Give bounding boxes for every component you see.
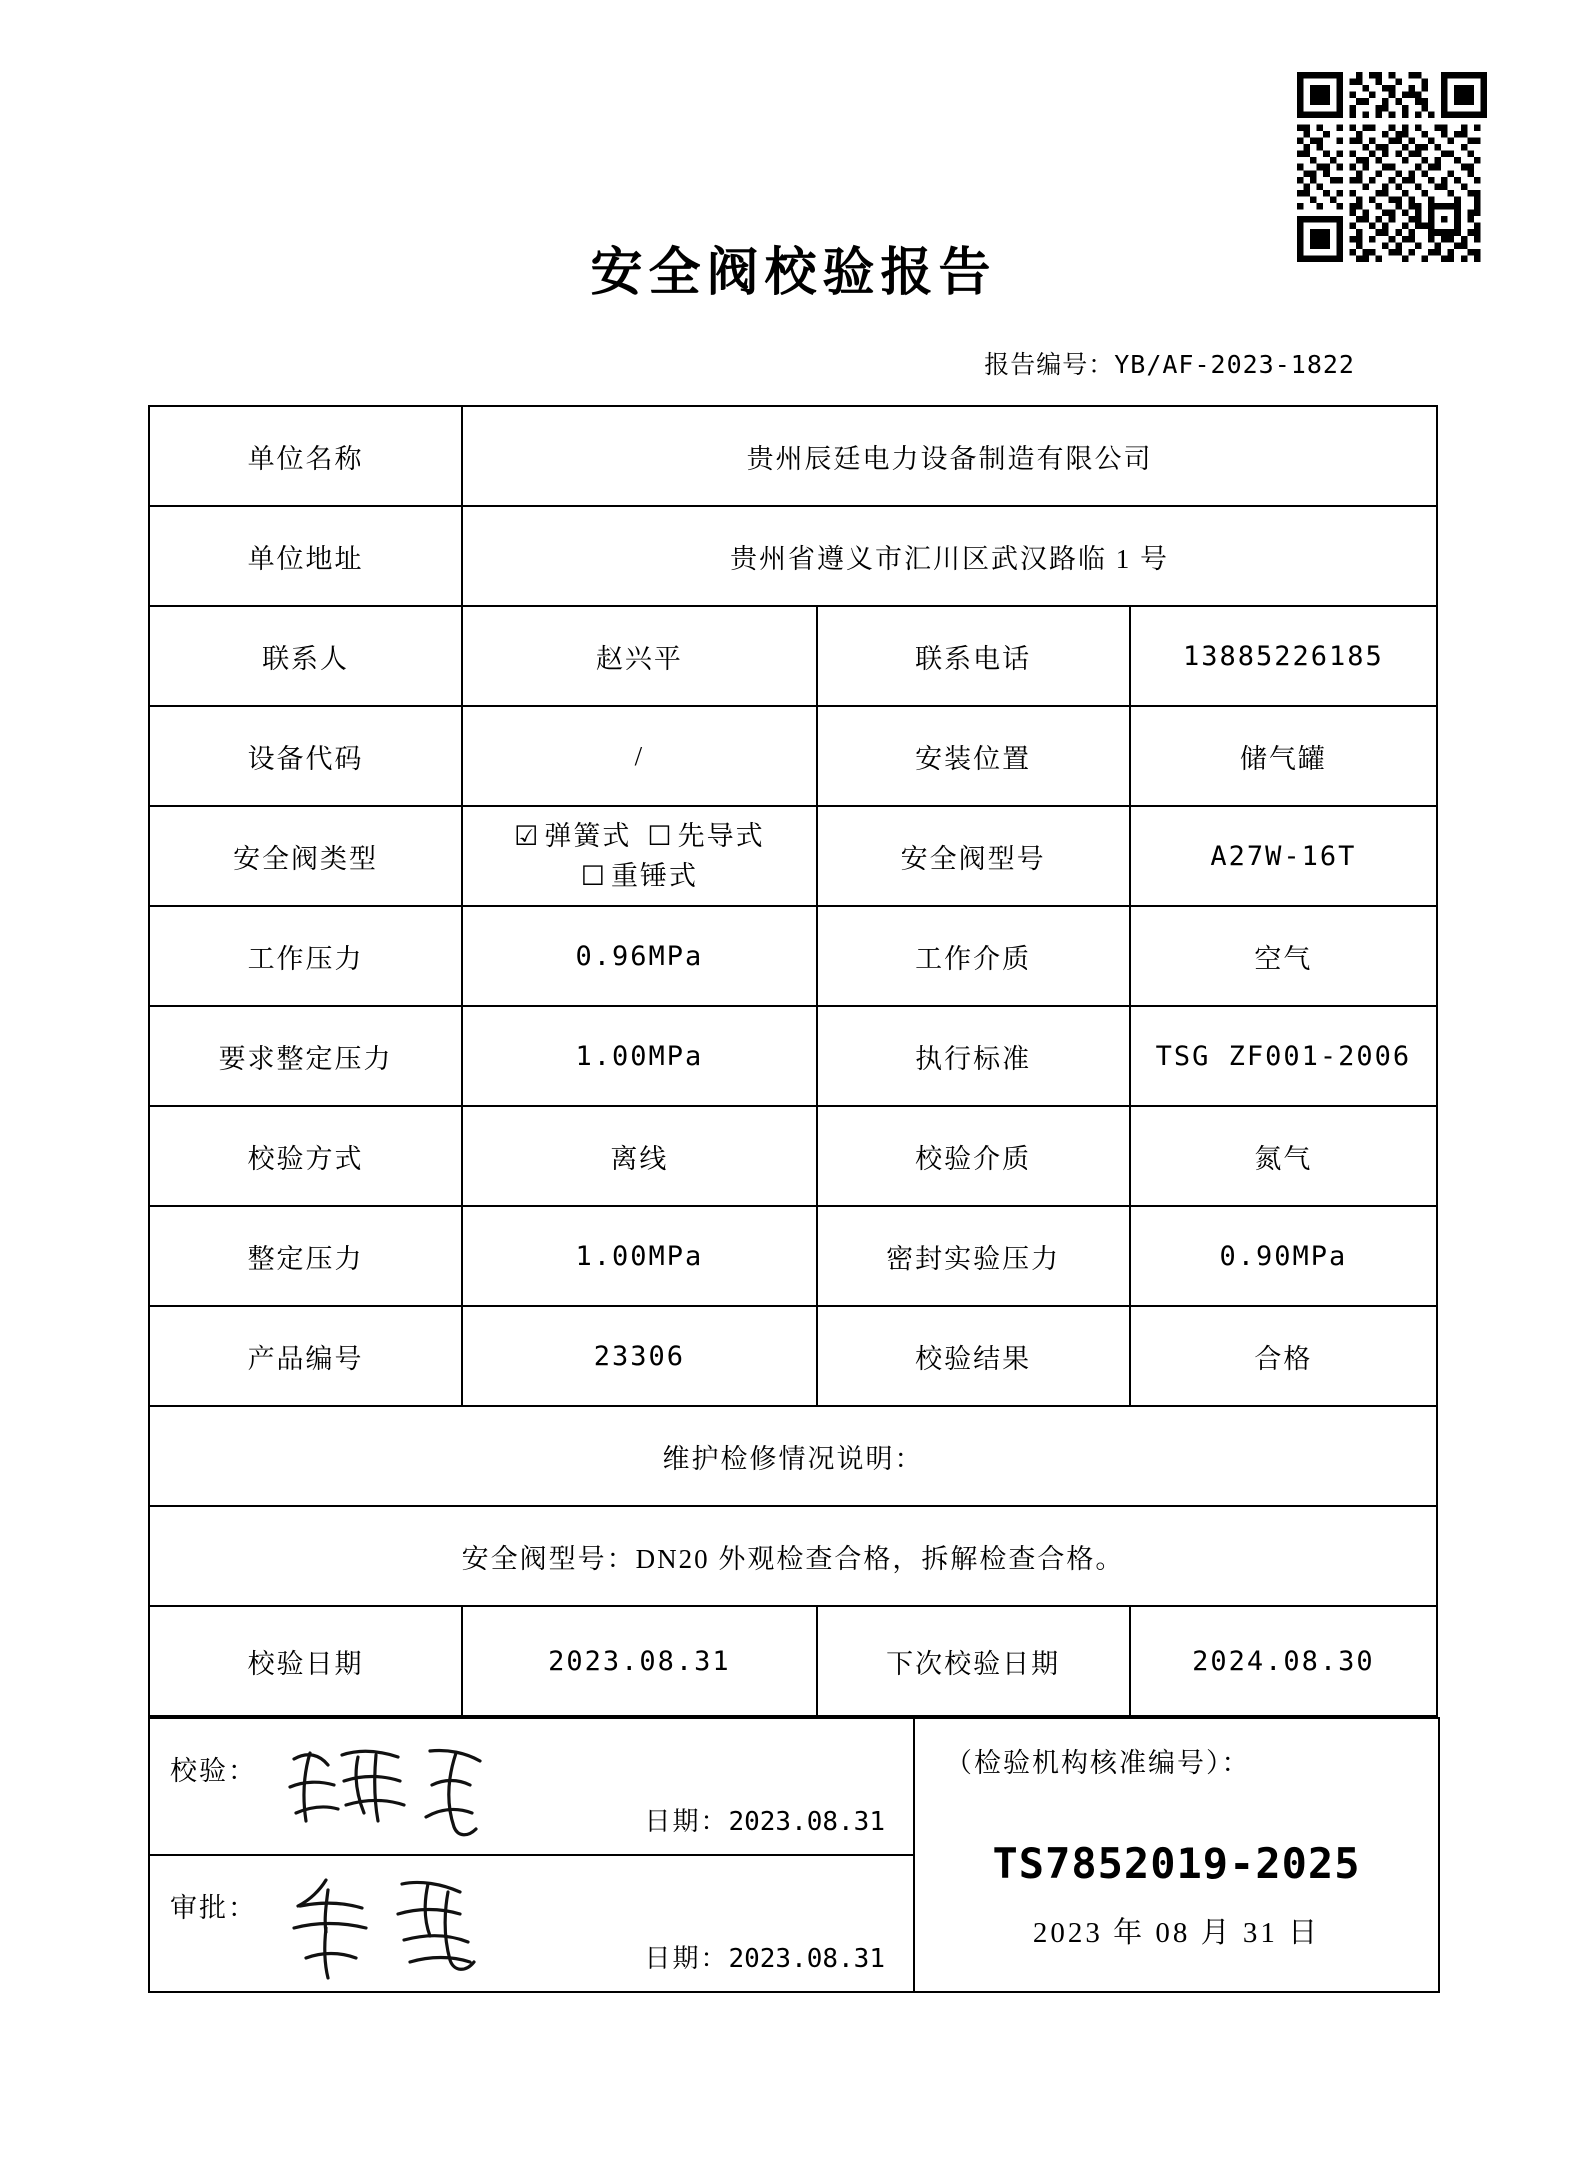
checker-cell xyxy=(149,1718,914,1855)
checker-date xyxy=(644,1801,885,1838)
org-title: （检验机构核准编号）： xyxy=(945,1748,1251,1778)
cell-next-check-date-label: 下次校验日期 xyxy=(817,1606,1130,1716)
cell-result-label: 校验结果 xyxy=(817,1306,1130,1406)
cell-equipment-code-label: 设备代码 xyxy=(149,706,462,806)
checkbox-pilot-label: 先导式 xyxy=(677,820,765,851)
table-row xyxy=(149,706,1437,806)
cell-contact-label: 联系人 xyxy=(149,606,462,706)
cell-set-pressure-value: 1.00MPa xyxy=(462,1206,816,1306)
cell-working-pressure-value: 0.96MPa xyxy=(462,906,816,1006)
qr-code-icon xyxy=(1297,72,1487,262)
cell-seal-test-pressure-value: 0.90MPa xyxy=(1130,1206,1437,1306)
cell-company-address-label: 单位地址 xyxy=(149,506,462,606)
maintenance-note-body-row xyxy=(149,1506,1437,1606)
cell-install-location-value: 储气罐 xyxy=(1130,706,1437,806)
report-table xyxy=(148,405,1438,1993)
cell-contact-value: 赵兴平 xyxy=(462,606,816,706)
approver-date xyxy=(644,1938,885,1975)
cell-test-method-value: 离线 xyxy=(462,1106,816,1206)
maintenance-note-title: 维护检修情况说明： xyxy=(149,1406,1437,1506)
cell-required-set-pressure-value: 1.00MPa xyxy=(462,1006,816,1106)
checker-date-label: 日期： xyxy=(644,1807,729,1836)
cell-result-value: 合格 xyxy=(1130,1306,1437,1406)
cell-standard-value: TSG ZF001-2006 xyxy=(1130,1006,1437,1106)
approver-cell xyxy=(149,1855,914,1992)
cell-company-address-value: 贵州省遵义市汇川区武汉路临 1 号 xyxy=(462,506,1437,606)
approval-org-cell xyxy=(914,1718,1439,1992)
cell-valve-type-label: 安全阀类型 xyxy=(149,806,462,906)
cell-phone-label: 联系电话 xyxy=(817,606,1130,706)
cell-install-location-label: 安装位置 xyxy=(817,706,1130,806)
cell-required-set-pressure-label: 要求整定压力 xyxy=(149,1006,462,1106)
cell-equipment-code-value: / xyxy=(462,706,816,806)
cell-company-name-value: 贵州辰廷电力设备制造有限公司 xyxy=(462,406,1437,506)
cell-valve-model-value: A27W-16T xyxy=(1130,806,1437,906)
checkbox-weight[interactable]: ☐ xyxy=(580,861,607,891)
table-row xyxy=(149,606,1437,706)
approver-date-label: 日期： xyxy=(644,1944,729,1973)
cell-test-medium-value: 氮气 xyxy=(1130,1106,1437,1206)
page-title: 安全阀校验报告 xyxy=(590,242,997,303)
checker-label: 校验： xyxy=(170,1756,257,1786)
signature-row-checker xyxy=(149,1718,1439,1855)
table-row xyxy=(149,1206,1437,1306)
maintenance-note-title-row xyxy=(149,1406,1437,1506)
report-number-label: 报告编号： xyxy=(984,352,1115,379)
maintenance-note-body: 安全阀型号：DN20 外观检查合格，拆解检查合格。 xyxy=(149,1506,1437,1606)
cell-check-date-value: 2023.08.31 xyxy=(462,1606,816,1716)
table-row xyxy=(149,1106,1437,1206)
cell-company-name-label: 单位名称 xyxy=(149,406,462,506)
checkbox-weight-label: 重锤式 xyxy=(610,861,698,891)
checker-date-value: 2023.08.31 xyxy=(728,1807,885,1837)
cell-set-pressure-label: 整定压力 xyxy=(149,1206,462,1306)
table-row xyxy=(149,506,1437,606)
approver-signature-image xyxy=(280,1862,520,1987)
table-row xyxy=(149,906,1437,1006)
checker-signature-image xyxy=(280,1725,520,1850)
approver-date-value: 2023.08.31 xyxy=(728,1944,885,1974)
table-row xyxy=(149,1306,1437,1406)
cell-product-number-value: 23306 xyxy=(462,1306,816,1406)
cell-working-medium-label: 工作介质 xyxy=(817,906,1130,1006)
cell-product-number-label: 产品编号 xyxy=(149,1306,462,1406)
valve-type-options xyxy=(462,806,816,906)
checkbox-spring[interactable]: ☑ xyxy=(514,820,541,851)
cell-test-medium-label: 校验介质 xyxy=(817,1106,1130,1206)
cell-standard-label: 执行标准 xyxy=(817,1006,1130,1106)
checkbox-pilot[interactable]: ☐ xyxy=(647,820,674,851)
cell-test-method-label: 校验方式 xyxy=(149,1106,462,1206)
cell-next-check-date-value: 2024.08.30 xyxy=(1130,1606,1437,1716)
table-row xyxy=(149,1006,1437,1106)
org-code: TS7852019-2025 xyxy=(992,1839,1361,1888)
table-row xyxy=(149,806,1437,906)
cell-working-pressure-label: 工作压力 xyxy=(149,906,462,1006)
table-row xyxy=(149,406,1437,506)
org-date: 2023 年 08 月 31 日 xyxy=(1032,1917,1321,1949)
signature-block xyxy=(148,1717,1440,1993)
checkbox-spring-label: 弹簧式 xyxy=(544,820,632,851)
cell-phone-value: 13885226185 xyxy=(1130,606,1437,706)
report-number xyxy=(0,345,1587,381)
table-row-dates xyxy=(149,1606,1437,1716)
cell-valve-model-label: 安全阀型号 xyxy=(817,806,1130,906)
cell-check-date-label: 校验日期 xyxy=(149,1606,462,1716)
approver-label: 审批： xyxy=(170,1893,257,1923)
report-number-value: YB/AF-2023-1822 xyxy=(1114,350,1355,379)
valve-type-line-1 xyxy=(469,816,809,857)
valve-type-line-2 xyxy=(469,856,809,897)
cell-seal-test-pressure-label: 密封实验压力 xyxy=(817,1206,1130,1306)
cell-working-medium-value: 空气 xyxy=(1130,906,1437,1006)
